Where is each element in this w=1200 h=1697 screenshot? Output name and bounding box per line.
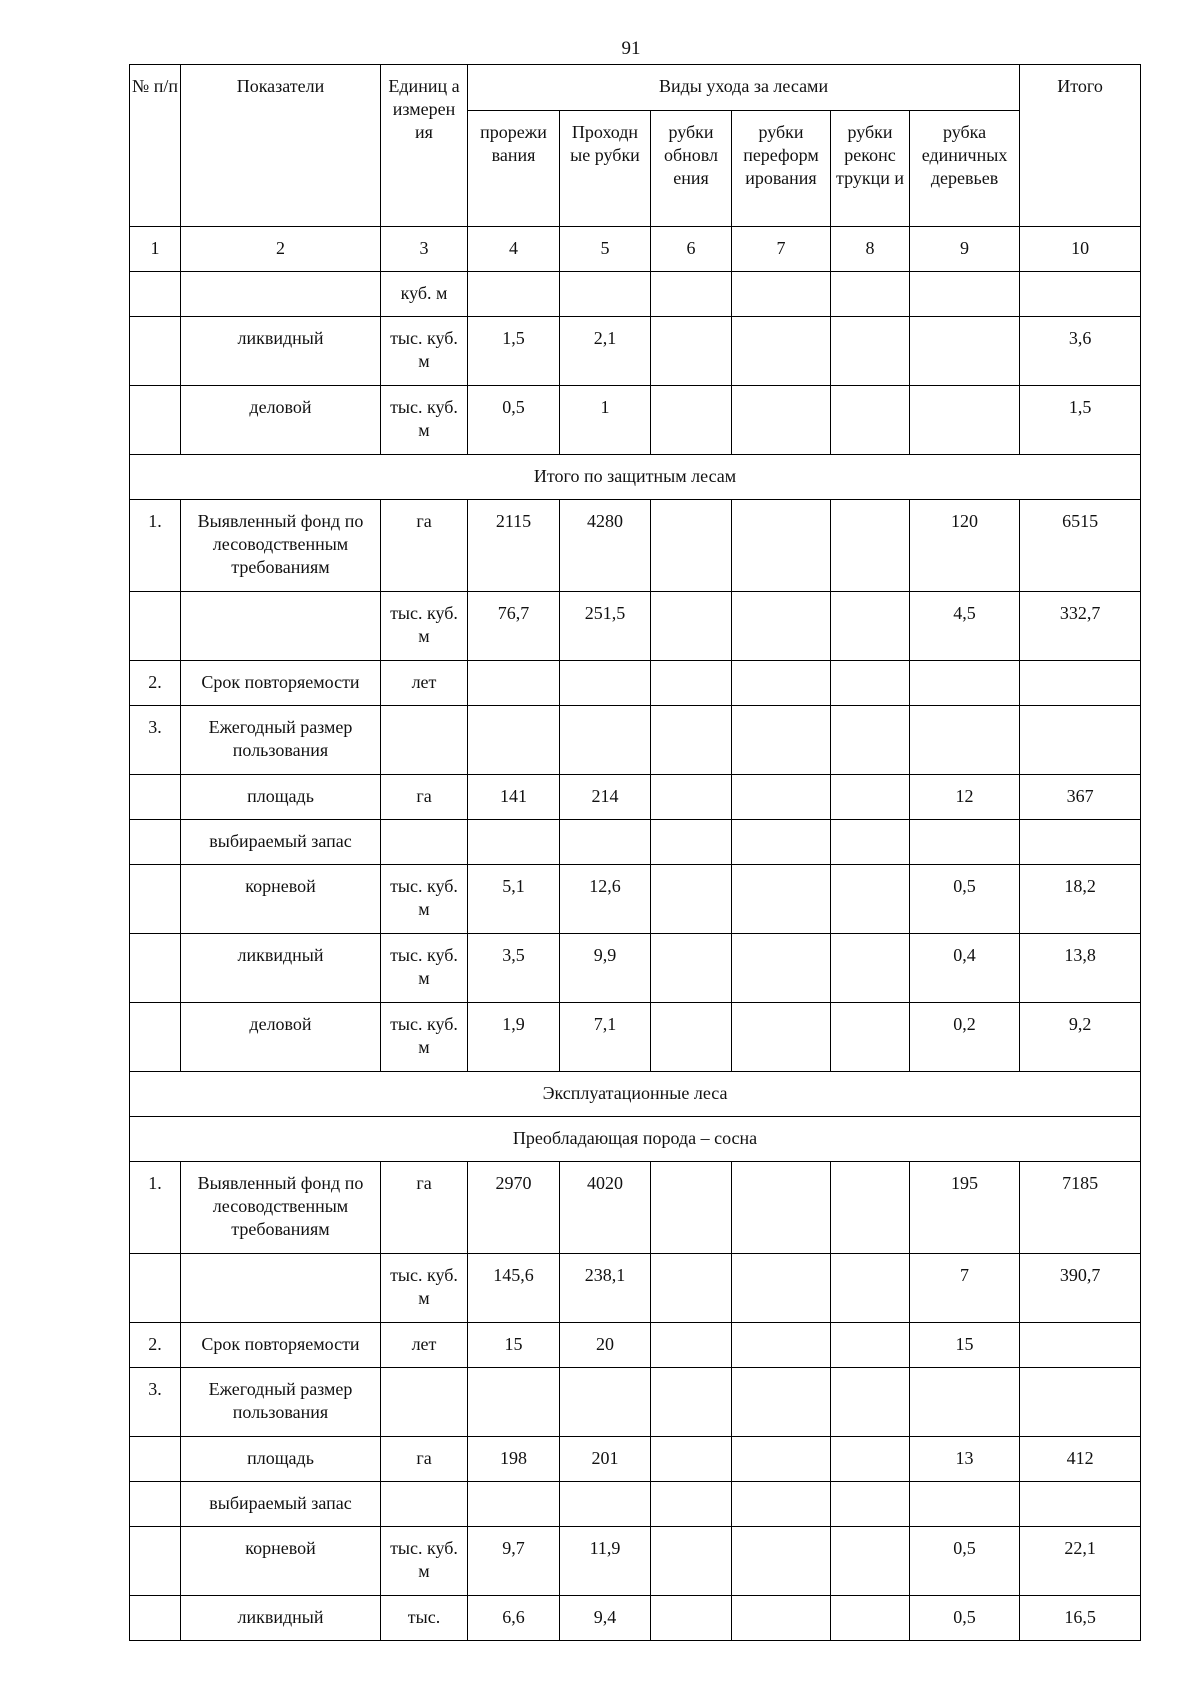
column-number: 6	[651, 227, 732, 272]
table-row	[130, 1368, 1141, 1437]
table-cell: 1.	[130, 1162, 181, 1254]
table-cell: 332,7	[1020, 592, 1141, 661]
table-cell	[651, 317, 732, 386]
table-cell: тыс.	[381, 1596, 468, 1641]
table-cell	[831, 1323, 910, 1368]
table-cell	[130, 865, 181, 934]
table-cell: 5,1	[468, 865, 560, 934]
table-cell	[910, 706, 1020, 775]
table-cell	[831, 1254, 910, 1323]
table-row	[130, 500, 1141, 592]
table-cell: 1,9	[468, 1003, 560, 1072]
table-cell: 11,9	[560, 1527, 651, 1596]
table-row	[130, 1254, 1141, 1323]
table-cell	[1020, 272, 1141, 317]
table-cell: 16,5	[1020, 1596, 1141, 1641]
table-cell	[468, 1482, 560, 1527]
table-cell: 76,7	[468, 592, 560, 661]
section-title: Эксплуатационные леса	[130, 1072, 1141, 1117]
table-cell	[560, 1368, 651, 1437]
table-cell: га	[381, 1437, 468, 1482]
table-cell: 2,1	[560, 317, 651, 386]
table-cell: 18,2	[1020, 865, 1141, 934]
header-indicators: Показатели	[181, 65, 381, 227]
table-cell: 251,5	[560, 592, 651, 661]
table-cell: 3,6	[1020, 317, 1141, 386]
table-cell	[831, 865, 910, 934]
header-passage-cutting: Проходн ые рубки	[560, 111, 651, 227]
table-cell: 198	[468, 1437, 560, 1482]
table-cell: 13,8	[1020, 934, 1141, 1003]
table-row	[130, 1003, 1141, 1072]
table-row	[130, 317, 1141, 386]
table-cell	[651, 1162, 732, 1254]
table-cell: тыс. куб. м	[381, 1003, 468, 1072]
table-cell	[468, 272, 560, 317]
table-cell: тыс. куб. м	[381, 934, 468, 1003]
table-cell	[560, 272, 651, 317]
table-cell	[651, 820, 732, 865]
table-cell	[732, 1482, 831, 1527]
table-cell	[130, 1003, 181, 1072]
table-cell	[468, 1368, 560, 1437]
table-cell: 4020	[560, 1162, 651, 1254]
table-cell: 7	[910, 1254, 1020, 1323]
header-num: № п/п	[130, 65, 181, 227]
table-cell: 3,5	[468, 934, 560, 1003]
column-number: 7	[732, 227, 831, 272]
table-row	[130, 1437, 1141, 1482]
table-cell: 9,2	[1020, 1003, 1141, 1072]
table-cell	[1020, 706, 1141, 775]
table-cell: га	[381, 1162, 468, 1254]
table-cell: 0,5	[468, 386, 560, 455]
table-cell	[130, 934, 181, 1003]
table-cell	[130, 1437, 181, 1482]
table-cell	[130, 592, 181, 661]
table-cell: ликвидный	[181, 1596, 381, 1641]
table-cell	[732, 865, 831, 934]
table-cell: 2.	[130, 1323, 181, 1368]
section-title: Преобладающая порода – сосна	[130, 1117, 1141, 1162]
table-cell: 13	[910, 1437, 1020, 1482]
table-cell	[831, 386, 910, 455]
table-cell: выбираемый запас	[181, 820, 381, 865]
table-cell: 15	[468, 1323, 560, 1368]
table-cell: Срок повторяемости	[181, 1323, 381, 1368]
page-number: 91	[621, 38, 641, 59]
table-cell	[651, 1003, 732, 1072]
table-row	[130, 386, 1141, 455]
table-cell	[181, 592, 381, 661]
table-cell	[732, 934, 831, 1003]
table-cell	[651, 1482, 732, 1527]
table-cell: 214	[560, 775, 651, 820]
table-cell	[732, 1368, 831, 1437]
table-cell: 1,5	[1020, 386, 1141, 455]
table-cell: ликвидный	[181, 934, 381, 1003]
table-cell: лет	[381, 1323, 468, 1368]
forest-care-table	[129, 64, 1141, 1641]
table-cell	[831, 706, 910, 775]
table-cell	[560, 706, 651, 775]
table-cell	[732, 386, 831, 455]
table-cell	[1020, 661, 1141, 706]
header-care-types: Виды ухода за лесами	[468, 65, 1020, 111]
table-cell: 20	[560, 1323, 651, 1368]
table-cell: тыс. куб. м	[381, 317, 468, 386]
header-reconstruction-cutting: рубки реконс трукци и	[831, 111, 910, 227]
table-cell	[130, 1254, 181, 1323]
table-cell	[651, 775, 732, 820]
table-cell	[651, 386, 732, 455]
table-cell	[831, 1527, 910, 1596]
table-row	[130, 1162, 1141, 1254]
table-cell	[130, 1596, 181, 1641]
table-cell: Ежегодный размер пользования	[181, 706, 381, 775]
table-cell	[831, 1596, 910, 1641]
table-cell: выбираемый запас	[181, 1482, 381, 1527]
section-title: Итого по защитным лесам	[130, 455, 1141, 500]
column-number: 5	[560, 227, 651, 272]
table-cell: 412	[1020, 1437, 1141, 1482]
table-row	[130, 1482, 1141, 1527]
column-number: 2	[181, 227, 381, 272]
table-cell: 12,6	[560, 865, 651, 934]
table-cell: 1	[560, 386, 651, 455]
table-cell	[732, 1596, 831, 1641]
column-number: 1	[130, 227, 181, 272]
table-cell: 367	[1020, 775, 1141, 820]
header-renewal-cutting: рубки обновл ения	[651, 111, 732, 227]
table-row	[130, 1323, 1141, 1368]
table-cell: 390,7	[1020, 1254, 1141, 1323]
table-cell: га	[381, 500, 468, 592]
table-cell	[1020, 1482, 1141, 1527]
table-cell	[468, 661, 560, 706]
table-cell	[560, 661, 651, 706]
table-row	[130, 706, 1141, 775]
table-cell: 7,1	[560, 1003, 651, 1072]
table-cell	[732, 500, 831, 592]
column-number: 8	[831, 227, 910, 272]
table-cell	[910, 820, 1020, 865]
section-row	[130, 1072, 1141, 1117]
column-number: 4	[468, 227, 560, 272]
table-row	[130, 272, 1141, 317]
column-number: 10	[1020, 227, 1141, 272]
table-cell	[831, 1003, 910, 1072]
table-cell: 195	[910, 1162, 1020, 1254]
table-cell: Выявленный фонд по лесоводственным требованиям	[181, 1162, 381, 1254]
table-cell	[910, 386, 1020, 455]
table-row	[130, 865, 1141, 934]
table-cell: лет	[381, 661, 468, 706]
table-cell: куб. м	[381, 272, 468, 317]
table-cell	[910, 661, 1020, 706]
table-cell	[910, 1482, 1020, 1527]
table-cell	[1020, 820, 1141, 865]
table-cell: тыс. куб. м	[381, 1254, 468, 1323]
table-cell: 1.	[130, 500, 181, 592]
table-cell: 3.	[130, 706, 181, 775]
table-cell: ликвидный	[181, 317, 381, 386]
table-cell: 238,1	[560, 1254, 651, 1323]
table-cell	[130, 820, 181, 865]
table-cell	[651, 706, 732, 775]
table-cell: 120	[910, 500, 1020, 592]
table-cell	[560, 820, 651, 865]
header-single-tree-cutting: рубка единичных деревьев	[910, 111, 1020, 227]
table-cell	[651, 1323, 732, 1368]
header-row	[130, 65, 1141, 111]
table-cell	[732, 272, 831, 317]
table-cell: 1,5	[468, 317, 560, 386]
header-reformation-cutting: рубки переформ ирования	[732, 111, 831, 227]
table-cell	[831, 1368, 910, 1437]
column-number: 3	[381, 227, 468, 272]
table-cell	[130, 1527, 181, 1596]
table-cell: 201	[560, 1437, 651, 1482]
table-cell	[468, 820, 560, 865]
table-cell: 0,5	[910, 865, 1020, 934]
table-row	[130, 934, 1141, 1003]
section-row	[130, 455, 1141, 500]
table-cell	[831, 1437, 910, 1482]
table-cell	[732, 706, 831, 775]
table-cell	[910, 317, 1020, 386]
table-cell	[651, 1437, 732, 1482]
table-cell	[732, 1162, 831, 1254]
section-row	[130, 1117, 1141, 1162]
table-cell	[831, 1482, 910, 1527]
table-cell: 15	[910, 1323, 1020, 1368]
table-cell	[181, 272, 381, 317]
table-cell	[732, 592, 831, 661]
table-cell	[831, 317, 910, 386]
table-cell	[732, 1323, 831, 1368]
table-cell: га	[381, 775, 468, 820]
table-cell: 6515	[1020, 500, 1141, 592]
table-cell	[1020, 1323, 1141, 1368]
table-cell	[732, 317, 831, 386]
table-cell	[831, 500, 910, 592]
table-cell	[831, 934, 910, 1003]
table-row	[130, 820, 1141, 865]
table-cell	[468, 706, 560, 775]
table-cell: 12	[910, 775, 1020, 820]
table-cell	[732, 775, 831, 820]
table-cell	[181, 1254, 381, 1323]
table-cell	[831, 775, 910, 820]
table-cell	[560, 1482, 651, 1527]
table-cell: 9,9	[560, 934, 651, 1003]
table-cell	[831, 661, 910, 706]
table-cell: тыс. куб. м	[381, 1527, 468, 1596]
table-cell	[831, 820, 910, 865]
table-cell	[732, 1003, 831, 1072]
header-thinning: прорежи вания	[468, 111, 560, 227]
table-cell	[910, 272, 1020, 317]
table-cell	[651, 500, 732, 592]
table-cell	[651, 865, 732, 934]
table-cell: Ежегодный размер пользования	[181, 1368, 381, 1437]
table-cell: Выявленный фонд по лесоводственным требованиям	[181, 500, 381, 592]
table-cell: 141	[468, 775, 560, 820]
table-cell: тыс. куб. м	[381, 865, 468, 934]
table-cell	[130, 386, 181, 455]
table-cell: 2970	[468, 1162, 560, 1254]
header-unit: Единиц а измерен ия	[381, 65, 468, 227]
table-cell: 7185	[1020, 1162, 1141, 1254]
table-cell	[651, 1254, 732, 1323]
table-cell: 9,4	[560, 1596, 651, 1641]
table-cell	[732, 1254, 831, 1323]
table-cell	[1020, 1368, 1141, 1437]
table-cell: 4,5	[910, 592, 1020, 661]
table-row	[130, 775, 1141, 820]
table-cell	[130, 317, 181, 386]
column-number-row	[130, 227, 1141, 272]
table-cell	[831, 272, 910, 317]
table-cell: деловой	[181, 386, 381, 455]
table-cell: 0,5	[910, 1596, 1020, 1641]
table-cell: площадь	[181, 775, 381, 820]
table-cell	[130, 272, 181, 317]
table-cell: тыс. куб. м	[381, 386, 468, 455]
table-row	[130, 661, 1141, 706]
table-cell	[130, 775, 181, 820]
table-cell: 4280	[560, 500, 651, 592]
table-cell: корневой	[181, 1527, 381, 1596]
table-cell	[732, 1527, 831, 1596]
table-cell: деловой	[181, 1003, 381, 1072]
table-cell	[732, 1437, 831, 1482]
table-cell	[651, 1596, 732, 1641]
table-cell: 22,1	[1020, 1527, 1141, 1596]
table-cell	[732, 820, 831, 865]
table-row	[130, 592, 1141, 661]
table-cell	[651, 934, 732, 1003]
table-cell: 145,6	[468, 1254, 560, 1323]
table-row	[130, 1527, 1141, 1596]
table-cell	[381, 706, 468, 775]
table-cell: 2.	[130, 661, 181, 706]
column-number: 9	[910, 227, 1020, 272]
table-cell	[651, 1368, 732, 1437]
table-cell: 0,5	[910, 1527, 1020, 1596]
table-cell	[732, 661, 831, 706]
table-cell: 3.	[130, 1368, 181, 1437]
table-cell: 9,7	[468, 1527, 560, 1596]
table-cell	[130, 1482, 181, 1527]
table-cell	[831, 1162, 910, 1254]
header-total: Итого	[1020, 65, 1141, 227]
table-cell	[381, 820, 468, 865]
table-cell: 0,2	[910, 1003, 1020, 1072]
table-cell	[651, 272, 732, 317]
table-cell	[381, 1482, 468, 1527]
table-cell: Срок повторяемости	[181, 661, 381, 706]
table-cell	[651, 1527, 732, 1596]
table-cell	[651, 592, 732, 661]
table-cell: 2115	[468, 500, 560, 592]
table-cell: 6,6	[468, 1596, 560, 1641]
table-cell	[831, 592, 910, 661]
table-cell: корневой	[181, 865, 381, 934]
table-cell	[651, 661, 732, 706]
table-cell: тыс. куб. м	[381, 592, 468, 661]
table-cell: площадь	[181, 1437, 381, 1482]
table-cell: 0,4	[910, 934, 1020, 1003]
table-cell	[910, 1368, 1020, 1437]
table-row	[130, 1596, 1141, 1641]
table-cell	[381, 1368, 468, 1437]
